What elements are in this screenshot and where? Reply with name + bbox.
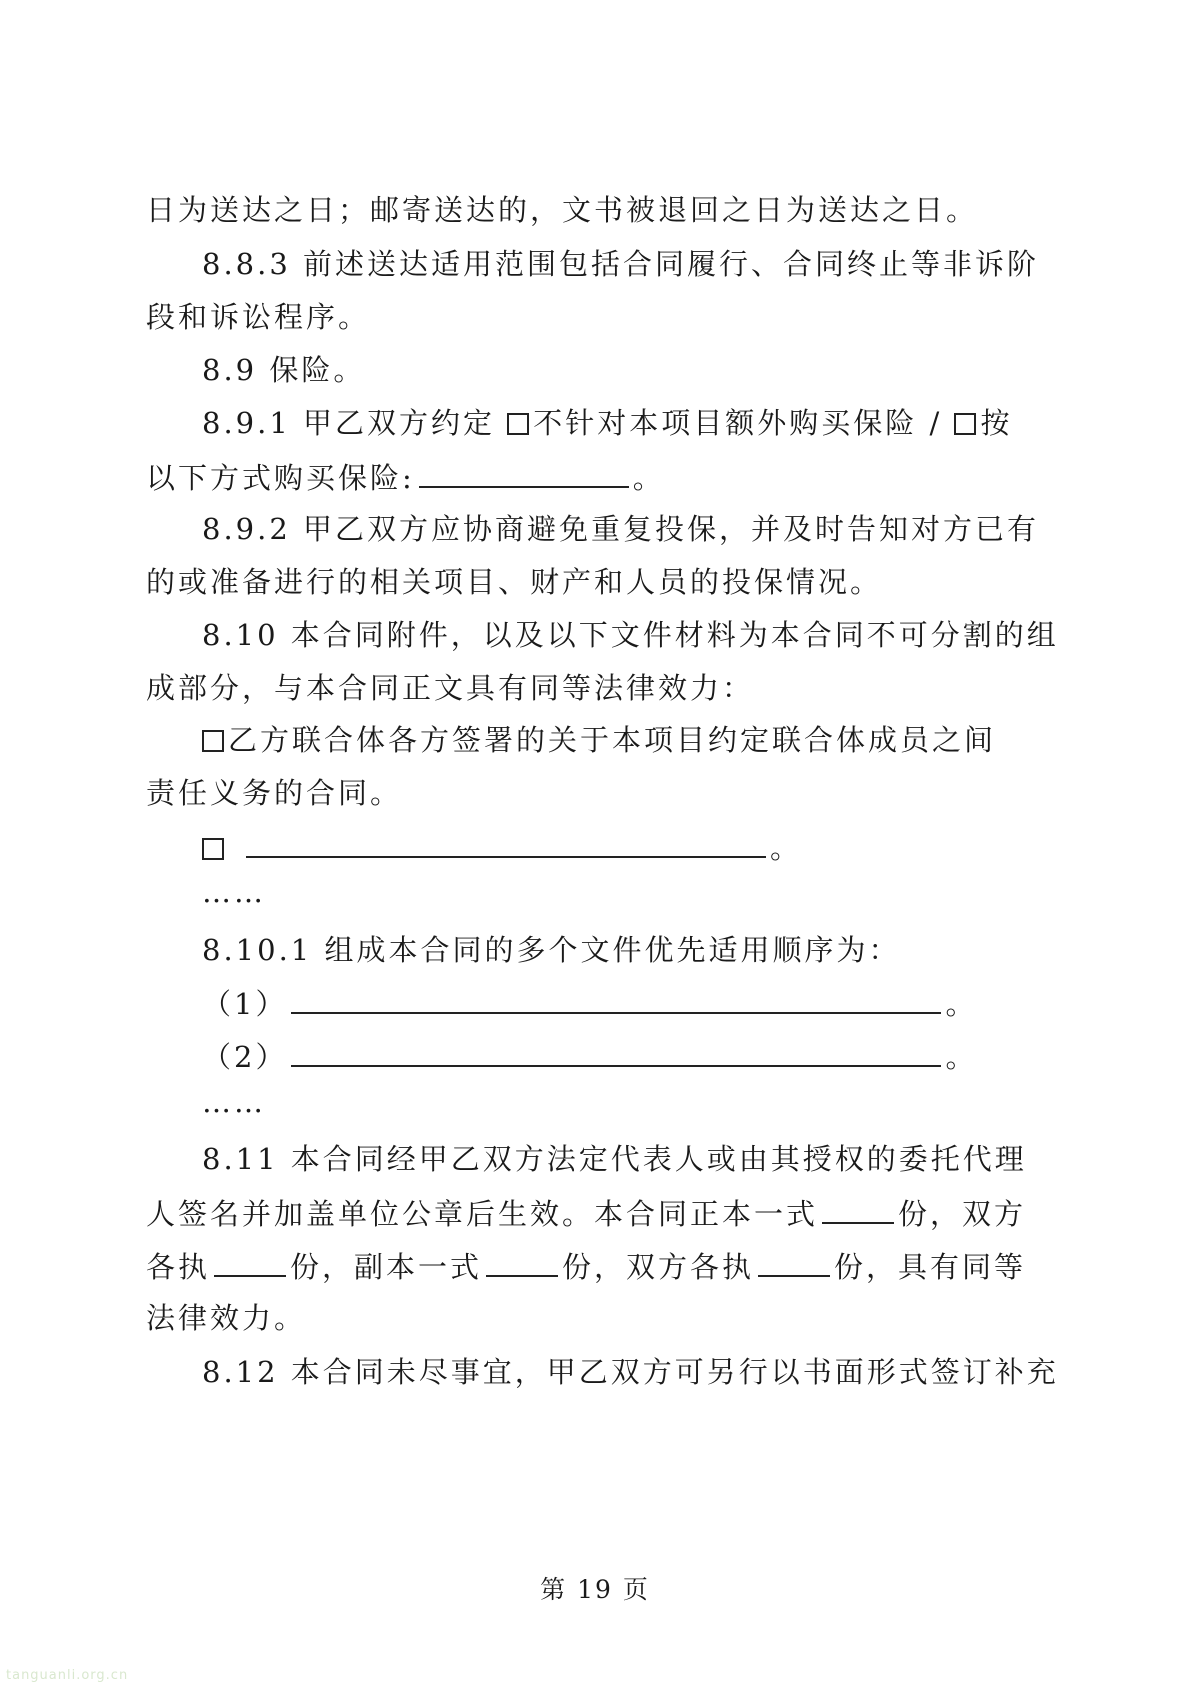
fill-blank[interactable] <box>419 456 629 488</box>
paragraph-line <box>146 456 665 498</box>
fill-blank[interactable] <box>214 1245 286 1277</box>
option-text: 乙方联合体各方签署的关于本项目约定联合体成员之间 <box>228 723 997 757</box>
paragraph-line: 责任义务的合同。 <box>146 776 403 810</box>
paragraph-line: 8.12 本合同未尽事宜，甲乙双方可另行以书面形式签订补充 <box>202 1355 1059 1389</box>
fill-blank[interactable] <box>291 982 941 1014</box>
list-number: （1） <box>202 987 288 1021</box>
punctuation: 。 <box>945 987 978 1021</box>
page-number: 第 19 页 <box>540 1575 650 1604</box>
punctuation: 。 <box>945 1040 978 1074</box>
paragraph-line <box>202 720 996 760</box>
punctuation: 。 <box>632 461 665 495</box>
fill-blank[interactable] <box>822 1192 894 1224</box>
ellipsis: …… <box>202 1085 266 1119</box>
punctuation: 。 <box>770 831 803 865</box>
paragraph-line: 8.10.1 组成本合同的多个文件优先适用顺序为： <box>202 933 901 967</box>
paragraph-line <box>146 1192 1026 1234</box>
list-item <box>202 1035 977 1077</box>
ellipsis: …… <box>202 875 266 909</box>
paragraph-line: 8.8.3 前述送达适用范围包括合同履行、合同终止等非诉阶 <box>202 247 1040 281</box>
checkbox[interactable] <box>507 413 529 435</box>
checkbox[interactable] <box>954 413 976 435</box>
paragraph-line: 8.11 本合同经甲乙双方法定代表人或由其授权的委托代理 <box>202 1142 1027 1176</box>
paragraph-line: 日为送达之日；邮寄送达的，文书被退回之日为送达之日。 <box>146 193 979 227</box>
clause-text: 份，双方 <box>898 1197 1027 1231</box>
list-number: （2） <box>202 1040 288 1074</box>
clause-text: 以下方式购买保险: <box>146 461 415 495</box>
clause-text: 份，副本一式 <box>290 1250 483 1284</box>
clause-text: 人签名并加盖单位公章后生效。本合同正本一式 <box>146 1197 819 1231</box>
paragraph-line <box>202 403 1012 443</box>
fill-blank[interactable] <box>246 826 766 858</box>
section-heading: 8.9 保险。 <box>202 353 366 387</box>
fill-blank[interactable] <box>291 1035 941 1067</box>
paragraph-line: 8.10 本合同附件，以及以下文件材料为本合同不可分割的组 <box>202 618 1059 652</box>
fill-blank[interactable] <box>486 1245 558 1277</box>
option-text: 不针对本项目额外购买保险 / <box>533 406 955 440</box>
paragraph-line <box>146 1245 1026 1287</box>
option-text: 按 <box>980 406 1013 440</box>
fill-blank[interactable] <box>758 1245 830 1277</box>
paragraph-line: 8.9.2 甲乙双方应协商避免重复投保，并及时告知对方已有 <box>202 512 1040 546</box>
clause-text: 8.9.1 甲乙双方约定 <box>202 406 508 440</box>
checkbox[interactable] <box>202 838 224 860</box>
paragraph-line: 法律效力。 <box>146 1301 307 1335</box>
paragraph-line: 段和诉讼程序。 <box>146 300 371 334</box>
paragraph-line: 成部分，与本合同正文具有同等法律效力： <box>146 671 755 705</box>
list-item <box>202 982 977 1024</box>
paragraph-line: 的或准备进行的相关项目、财产和人员的投保情况。 <box>146 565 883 599</box>
clause-text: 份，双方各执 <box>562 1250 755 1284</box>
watermark: tanguanli.org.cn <box>6 1668 129 1683</box>
checkbox[interactable] <box>202 730 224 752</box>
clause-text: 各执 <box>146 1250 211 1284</box>
paragraph-line <box>202 826 802 868</box>
clause-text: 份，具有同等 <box>834 1250 1027 1284</box>
